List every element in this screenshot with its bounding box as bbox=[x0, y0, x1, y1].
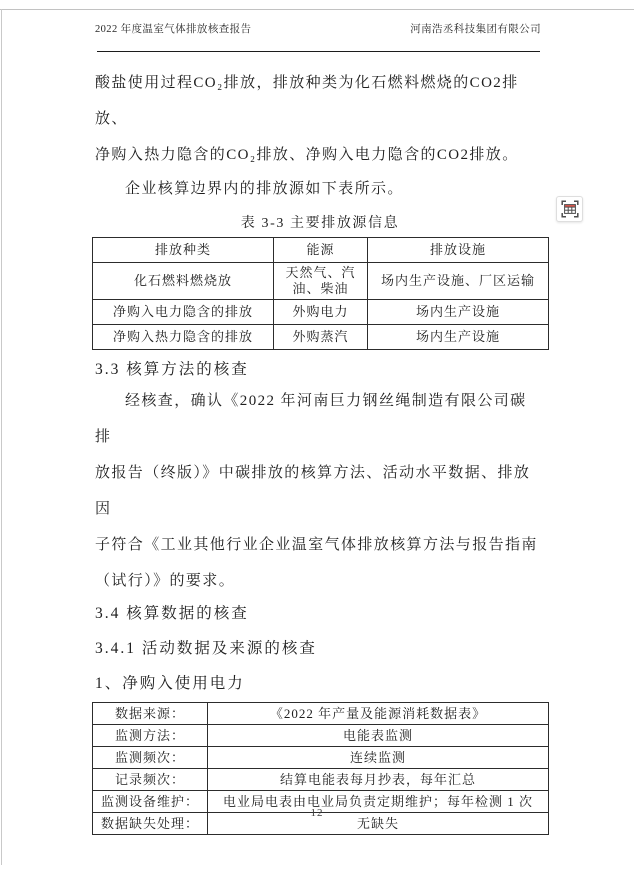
section-heading-3-4: 3.4 核算数据的核查 bbox=[95, 605, 249, 622]
column-header: 能源 bbox=[274, 238, 368, 263]
table-cell: 场内生产设施 bbox=[368, 325, 549, 350]
table-cell: 电能表监测 bbox=[208, 725, 549, 747]
table-cell: 天然气、汽油、柴油 bbox=[274, 263, 368, 300]
table-cell: 外购电力 bbox=[274, 300, 368, 325]
text-line: 经核查，确认《2022 年河南巨力钢丝绳制造有限公司碳排 bbox=[95, 393, 527, 445]
text-line: 子符合《工业其他行业企业温室气体排放核算方法与报告指南 bbox=[95, 537, 538, 553]
column-header: 排放设施 bbox=[368, 238, 549, 263]
section-heading-3-4-1: 3.4.1 活动数据及来源的核查 bbox=[95, 640, 317, 657]
list-item-heading-electricity: 1、净购入使用电力 bbox=[95, 675, 245, 692]
table-row bbox=[93, 769, 549, 791]
table-cell: 场内生产设施、厂区运输 bbox=[368, 263, 549, 300]
page-left-edge bbox=[1, 9, 2, 865]
table-row bbox=[93, 747, 549, 769]
table-row bbox=[93, 725, 549, 747]
table-cell: 化石燃料燃烧放 bbox=[93, 263, 274, 300]
header-company-name: 河南浩丞科技集团有限公司 bbox=[410, 24, 541, 35]
table-capture-icon bbox=[561, 200, 579, 218]
table-cell: 记录频次： bbox=[93, 769, 208, 791]
table-cell: 数据缺失处理： bbox=[93, 813, 208, 835]
text-line: 净购入热力隐含的CO₂排放、净购入电力隐含的CO2排放。 bbox=[95, 147, 519, 163]
page-number: 12 bbox=[310, 807, 324, 819]
table-cell: 无缺失 bbox=[208, 813, 549, 835]
section-heading-3-3: 3.3 核算方法的核查 bbox=[95, 361, 249, 378]
table-cell: 结算电能表每月抄表，每年汇总 bbox=[208, 769, 549, 791]
running-header bbox=[92, 23, 548, 37]
column-header: 排放种类 bbox=[93, 238, 274, 263]
paragraph-emission-types bbox=[92, 65, 548, 173]
table-row bbox=[93, 325, 549, 350]
header-rule bbox=[97, 51, 540, 52]
table-cell: 监测频次： bbox=[93, 747, 208, 769]
table-cell: 场内生产设施 bbox=[368, 300, 549, 325]
text-line: 放报告（终版）》中碳排放的核算方法、活动水平数据、排放因 bbox=[95, 465, 531, 517]
table-cell: 监测设备维护： bbox=[93, 791, 208, 813]
table-cell: 外购蒸汽 bbox=[274, 325, 368, 350]
table-cell: 净购入热力隐含的排放 bbox=[93, 325, 274, 350]
table-cell: 净购入电力隐含的排放 bbox=[93, 300, 274, 325]
table-cell: 《2022 年产量及能源消耗数据表》 bbox=[208, 703, 549, 725]
table-capture-button[interactable] bbox=[556, 196, 583, 222]
text-line: （试行）》的要求。 bbox=[95, 573, 236, 589]
table-cell: 监测方法： bbox=[93, 725, 208, 747]
table-row bbox=[93, 703, 549, 725]
paragraph-boundary-intro: 企业核算边界内的排放源如下表所示。 bbox=[125, 181, 404, 197]
table-caption: 表 3-3 主要排放源信息 bbox=[240, 216, 400, 231]
emission-source-table bbox=[92, 237, 549, 350]
text-line: 酸盐使用过程CO₂排放，排放种类为化石燃料燃烧的CO2排放、 bbox=[95, 75, 519, 127]
table-cell: 电业局电表由电业局负责定期维护；每年检测 1 次 bbox=[208, 791, 549, 813]
table-cell: 连续监测 bbox=[208, 747, 549, 769]
paragraph-verification-method bbox=[92, 383, 548, 599]
table-header-row bbox=[93, 238, 549, 263]
page-content bbox=[92, 0, 548, 835]
header-report-title: 2022 年度温室气体排放核查报告 bbox=[95, 24, 252, 35]
table-row bbox=[93, 300, 549, 325]
table-row bbox=[93, 263, 549, 300]
table-cell: 数据来源： bbox=[93, 703, 208, 725]
